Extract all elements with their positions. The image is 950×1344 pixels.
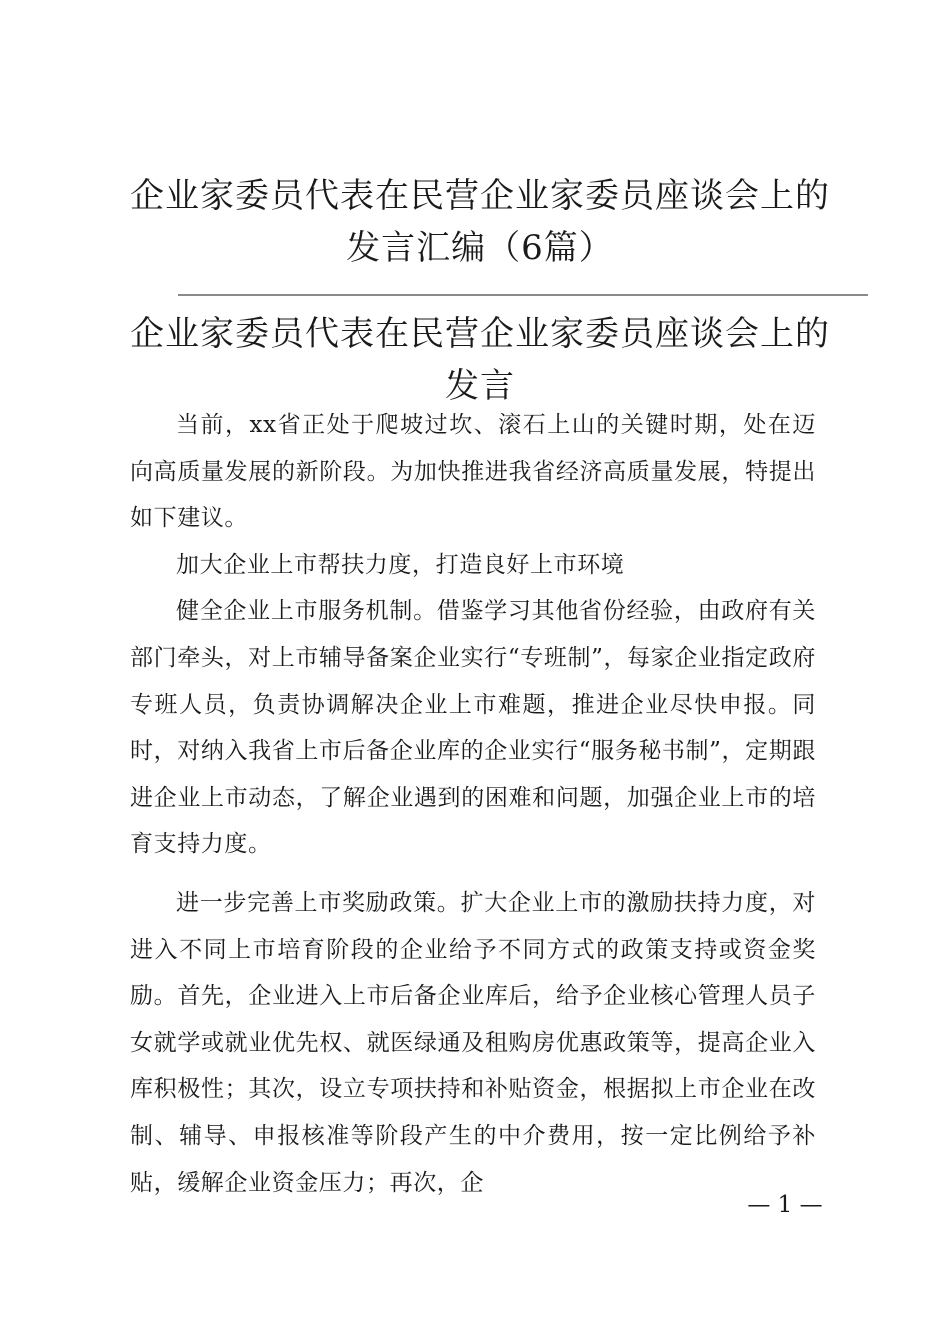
- document-title-line-1: 企业家委员代表在民营企业家委员座谈会上的: [130, 176, 830, 216]
- paragraph-intro: 当前，xx省正处于爬坡过坎、滚石上山的关键时期，处在迈向高质量发展的新阶段。为加快推进我省经济高质量发展，特提出如下建议。: [130, 412, 816, 532]
- section-title-line-2: 发言: [445, 366, 515, 406]
- section-title: [100, 308, 860, 412]
- title-divider: [178, 294, 868, 296]
- paragraph-service-mechanism: 健全企业上市服务机制。借鉴学习其他省份经验，由政府有关部门牵头，对上市辅导备案企业实行“专班制”，每家企业指定政府专班人员，负责协调解决企业上市难题，推进企业尽快申报。同时，对纳入我省上市后备企业库的企业实行“服务秘书制”，定期跟进企业上市动态，了解企业遇到的困难和问题，加强企业上市的培育支持力度。: [130, 598, 816, 858]
- section-title-line-1: 企业家委员代表在民营企业家委员座谈会上的: [130, 314, 830, 354]
- document-title-line-2: 发言汇编（6篇）: [346, 228, 614, 268]
- page-number: — 1 —: [747, 1192, 823, 1218]
- paragraph-heading: 加大企业上市帮扶力度，打造良好上市环境: [176, 551, 625, 578]
- document-title: [100, 170, 860, 274]
- paragraph-reward-policy: 进一步完善上市奖励政策。扩大企业上市的激励扶持力度，对进入不同上市培育阶段的企业给予不同方式的政策支持或资金奖励。首先，企业进入上市后备企业库后，给予企业核心管理人员子女就学或就业优先权、就医绿通及租购房优惠政策等，提高企业入库积极性；其次，设立专项扶持和补贴资金，根据拟上市企业在改制、辅导、申报核准等阶段产生的中介费用，按一定比例给予补贴，缓解企业资金压力；再次，企: [130, 889, 816, 1196]
- body-text: [130, 402, 816, 1206]
